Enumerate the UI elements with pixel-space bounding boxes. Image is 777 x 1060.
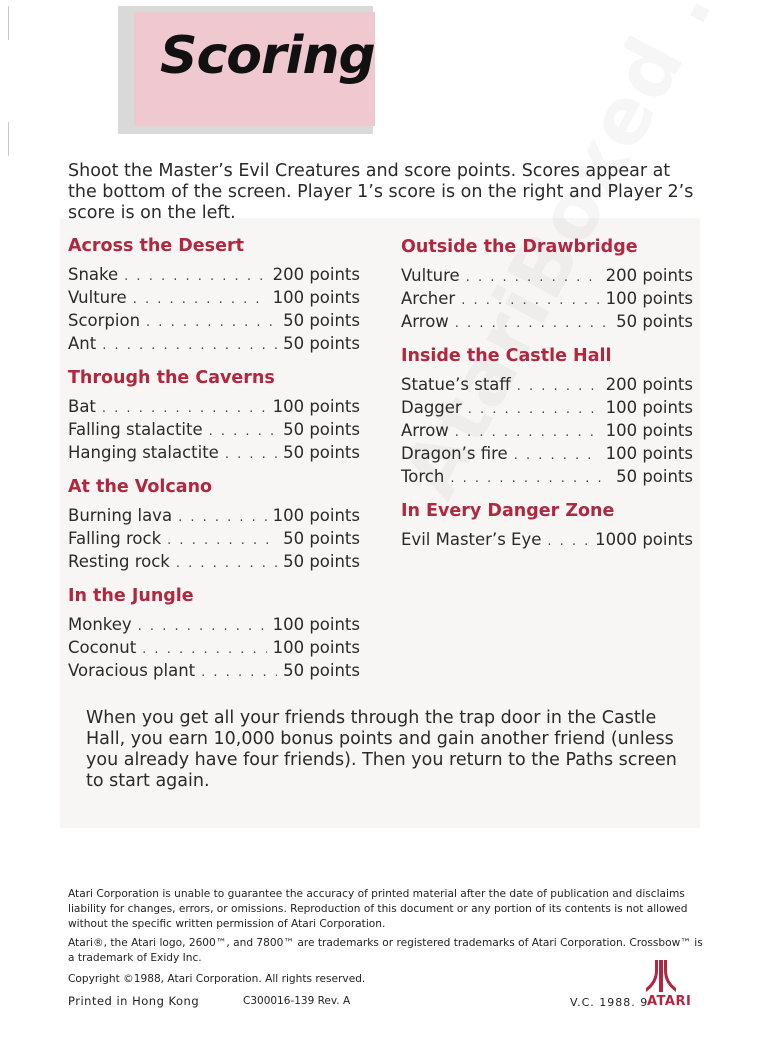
printed-in-text: Printed in Hong Kong xyxy=(68,994,200,1008)
dot-leader xyxy=(461,290,599,311)
score-entry xyxy=(401,311,693,334)
section-heading: Across the Desert xyxy=(68,236,244,256)
document-code: C300016-139 Rev. A xyxy=(243,995,351,1007)
point-value: 50 points xyxy=(283,311,360,330)
section-heading: Inside the Castle Hall xyxy=(401,346,612,366)
creature-name: Statue’s staff xyxy=(401,375,511,394)
section-heading: At the Volcano xyxy=(68,477,213,497)
score-entry xyxy=(68,264,360,287)
dot-leader xyxy=(468,399,600,420)
point-value: 50 points xyxy=(283,443,360,462)
creature-name: Arrow xyxy=(401,421,449,440)
creature-name: Falling rock xyxy=(68,529,162,548)
point-value: 200 points xyxy=(605,375,693,394)
creature-name: Scorpion xyxy=(68,311,141,330)
section-heading: Through the Caverns xyxy=(68,368,275,388)
score-entry xyxy=(68,660,360,683)
bonus-paragraph: When you get all your friends through the trap door in the Castle Hall, you earn 10,000 bonus points and gain another friend (unless you already have four friends). Then you return to the Paths screen to start again. xyxy=(86,708,677,791)
dot-leader xyxy=(466,267,600,288)
creature-name: Monkey xyxy=(68,615,132,634)
score-entry xyxy=(68,287,360,310)
creature-name: Snake xyxy=(68,265,119,284)
point-value: 50 points xyxy=(283,420,360,439)
creature-name: Evil Master’s Eye xyxy=(401,530,542,549)
score-entry xyxy=(68,396,360,419)
score-entry xyxy=(401,443,693,466)
dot-leader xyxy=(455,422,600,443)
score-entry xyxy=(401,466,693,489)
dot-leader xyxy=(176,553,277,574)
page-title: Scoring xyxy=(160,26,375,86)
point-value: 50 points xyxy=(283,661,360,680)
scoring-column-left xyxy=(68,234,360,693)
creature-name: Dragon’s fire xyxy=(401,444,508,463)
creature-name: Coconut xyxy=(68,638,137,657)
dot-leader xyxy=(102,335,277,356)
point-value: 100 points xyxy=(272,288,360,307)
scoring-column-right xyxy=(401,235,693,562)
dot-leader xyxy=(547,531,589,552)
version-code: V.C. 1988. 9 xyxy=(570,996,649,1009)
point-value: 100 points xyxy=(272,615,360,634)
dot-leader xyxy=(102,398,267,419)
creature-name: Burning lava xyxy=(68,506,173,525)
dot-leader xyxy=(142,639,266,660)
point-value: 50 points xyxy=(283,334,360,353)
section-heading: In Every Danger Zone xyxy=(401,501,615,521)
score-entry xyxy=(68,551,360,574)
point-value: 100 points xyxy=(605,444,693,463)
point-value: 100 points xyxy=(272,397,360,416)
point-value: 50 points xyxy=(616,467,693,486)
dot-leader xyxy=(455,313,610,334)
point-value: 100 points xyxy=(272,638,360,657)
dot-leader xyxy=(201,662,277,683)
dot-leader xyxy=(146,312,277,333)
score-entry xyxy=(68,528,360,551)
intro-paragraph: Shoot the Master’s Evil Creatures and score points. Scores appear at the bottom of the screen. Player 1’s score is on the right and Player 2’s score is on the left. xyxy=(68,161,694,223)
score-entry xyxy=(68,310,360,333)
point-value: 100 points xyxy=(605,421,693,440)
creature-name: Bat xyxy=(68,397,96,416)
score-entry xyxy=(401,420,693,443)
atari-fuji-icon xyxy=(646,960,676,992)
creature-name: Arrow xyxy=(401,312,449,331)
point-value: 100 points xyxy=(605,398,693,417)
dot-leader xyxy=(124,266,266,287)
dot-leader xyxy=(138,616,267,637)
creature-name: Archer xyxy=(401,289,456,308)
point-value: 50 points xyxy=(616,312,693,331)
dot-leader xyxy=(514,445,600,466)
creature-name: Falling stalactite xyxy=(68,420,203,439)
dot-leader xyxy=(209,421,277,442)
scoring-section xyxy=(68,475,360,574)
page-edge-mark xyxy=(8,6,9,40)
point-value: 200 points xyxy=(272,265,360,284)
creature-name: Hanging stalactite xyxy=(68,443,219,462)
scoring-section xyxy=(401,344,693,489)
point-value: 100 points xyxy=(272,506,360,525)
section-heading: Outside the Drawbridge xyxy=(401,237,638,257)
score-entry xyxy=(401,374,693,397)
scoring-section xyxy=(68,234,360,356)
creature-name: Torch xyxy=(401,467,445,486)
score-entry xyxy=(68,614,360,637)
copyright-text: Copyright ©1988, Atari Corporation. All rights reserved. xyxy=(68,973,366,985)
dot-leader xyxy=(450,468,610,489)
creature-name: Resting rock xyxy=(68,552,170,571)
page-edge-mark xyxy=(8,122,9,156)
score-entry xyxy=(68,419,360,442)
score-entry xyxy=(401,529,693,552)
creature-name: Ant xyxy=(68,334,97,353)
score-entry xyxy=(401,265,693,288)
dot-leader xyxy=(133,289,267,310)
point-value: 100 points xyxy=(605,289,693,308)
creature-name: Voracious plant xyxy=(68,661,196,680)
trademark-text: Atari®, the Atari logo, 2600™, and 7800™ are trademarks or registered trademarks of Atari Corporation. Crossbow™ is a trademark of Exidy Inc. xyxy=(68,937,703,964)
score-entry xyxy=(401,397,693,420)
score-entry xyxy=(68,442,360,465)
dot-leader xyxy=(167,530,277,551)
atari-brand: ATARI xyxy=(647,994,692,1009)
scoring-section xyxy=(401,235,693,334)
creature-name: Vulture xyxy=(401,266,460,285)
score-entry xyxy=(68,505,360,528)
creature-name: Dagger xyxy=(401,398,462,417)
score-entry xyxy=(401,288,693,311)
scoring-section xyxy=(401,499,693,552)
dot-leader xyxy=(225,444,277,465)
dot-leader xyxy=(517,376,600,397)
scoring-section xyxy=(68,584,360,683)
score-entry xyxy=(68,333,360,356)
point-value: 200 points xyxy=(605,266,693,285)
point-value: 50 points xyxy=(283,529,360,548)
point-value: 1000 points xyxy=(595,530,693,549)
dot-leader xyxy=(178,507,267,528)
disclaimer-text: Atari Corporation is unable to guarantee the accuracy of printed material after the date of publication and disclaims liability for changes, errors, or omissions. Reproduction of this document or any portion of its contents is not allowed without the specific written permission of Atari Corporation. xyxy=(68,888,688,930)
scoring-section xyxy=(68,366,360,465)
section-heading: In the Jungle xyxy=(68,586,194,606)
point-value: 50 points xyxy=(283,552,360,571)
creature-name: Vulture xyxy=(68,288,127,307)
score-entry xyxy=(68,637,360,660)
